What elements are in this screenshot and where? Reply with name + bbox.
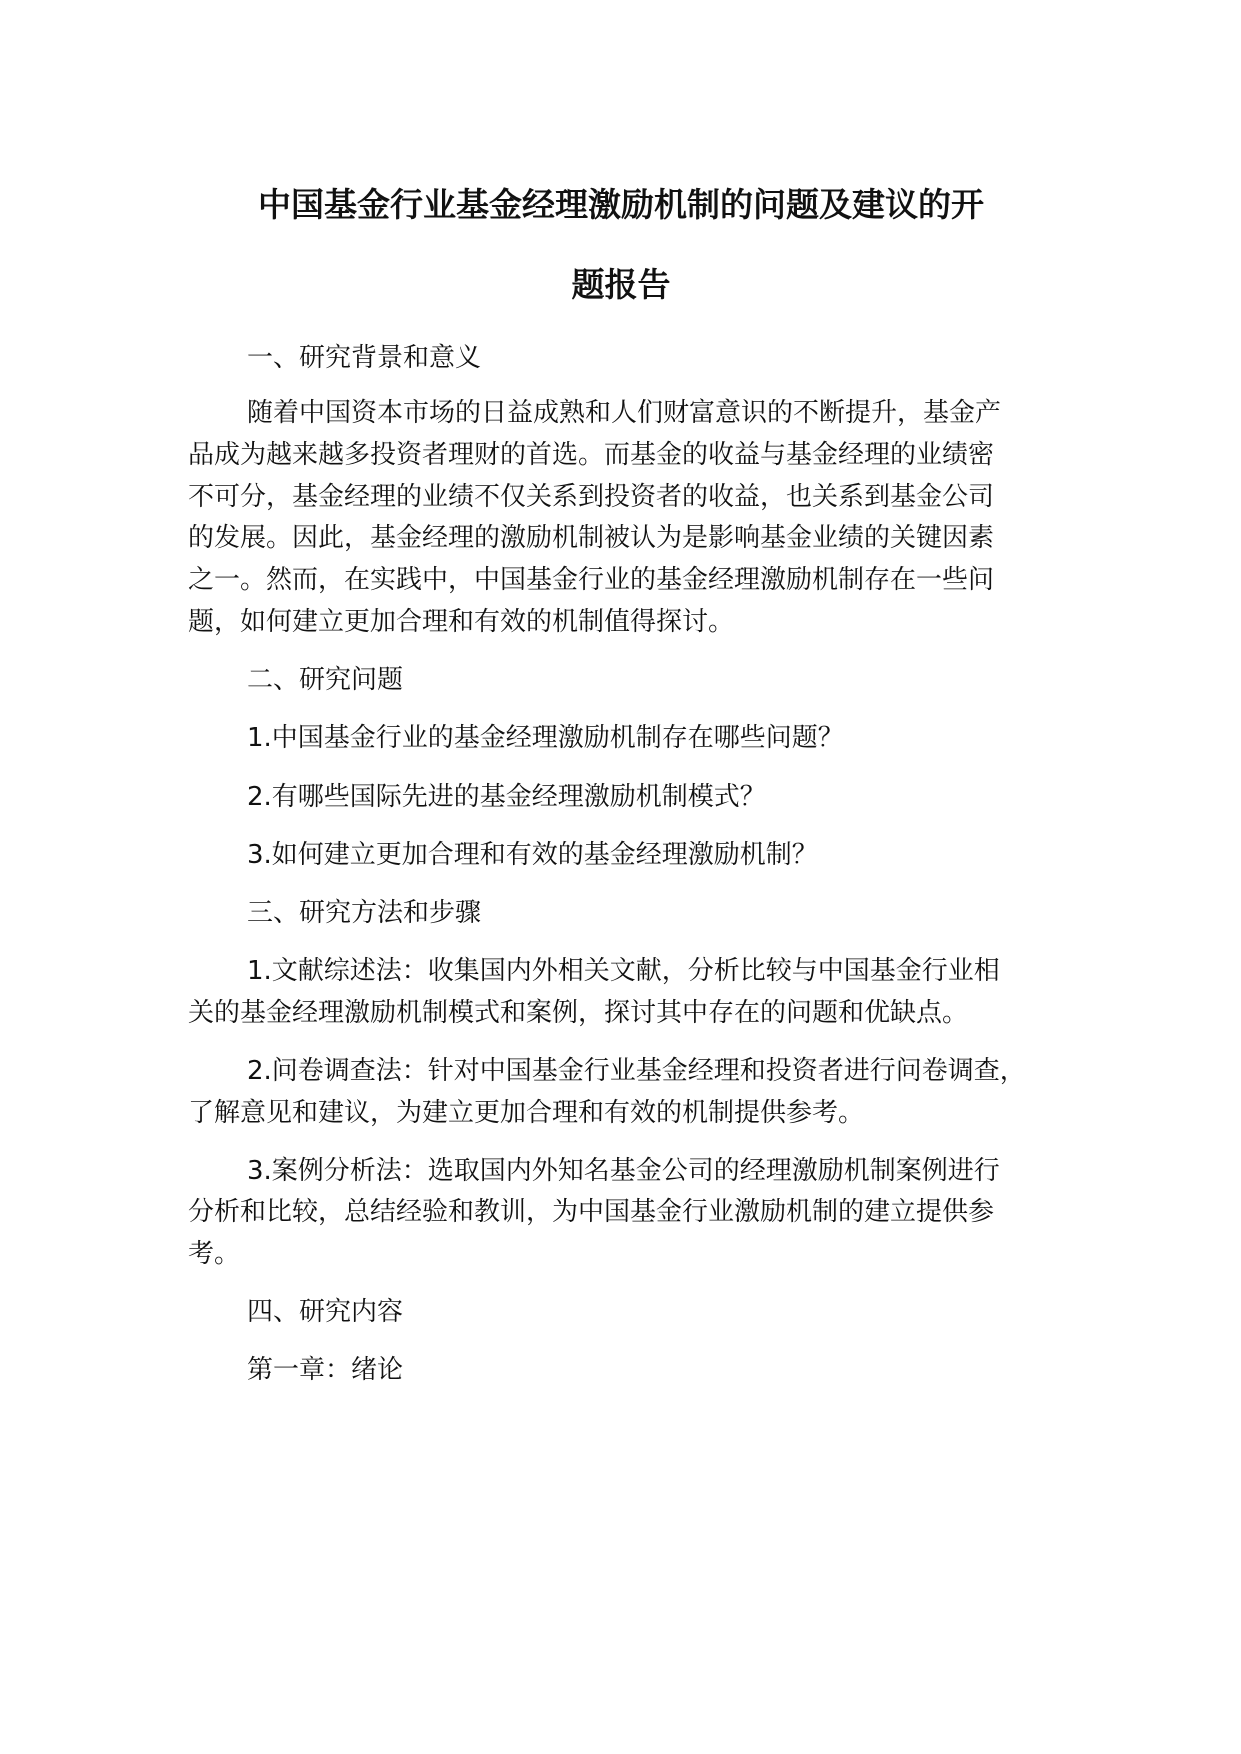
method-literature-line: 1.文献综述法：收集国内外相关文献，分析比较与中国基金行业相 — [247, 956, 1000, 986]
research-question-3: 3.如何建立更加合理和有效的基金经理激励机制？ — [247, 840, 818, 870]
research-question-1: 1.中国基金行业的基金经理激励机制存在哪些问题？ — [247, 723, 844, 753]
section-heading-background: 一、研究背景和意义 — [247, 343, 482, 373]
document-title-line-1: 中国基金行业基金经理激励机制的问题及建议的开 — [258, 185, 984, 224]
background-paragraph-line: 之一。然而，在实践中，中国基金行业的基金经理激励机制存在一些问 — [188, 565, 995, 595]
section-heading-questions: 二、研究问题 — [247, 665, 404, 695]
method-literature-line: 关的基金经理激励机制模式和案例，探讨其中存在的问题和优缺点。 — [188, 998, 969, 1028]
background-paragraph-line: 题，如何建立更加合理和有效的机制值得探讨。 — [188, 607, 735, 637]
method-survey-line: 了解意见和建议，为建立更加合理和有效的机制提供参考。 — [188, 1098, 865, 1128]
method-case-line: 考。 — [188, 1239, 241, 1269]
method-case-line: 分析和比较，总结经验和教训，为中国基金行业激励机制的建立提供参 — [188, 1197, 995, 1227]
background-paragraph-line: 随着中国资本市场的日益成熟和人们财富意识的不断提升，基金产 — [247, 398, 1002, 428]
background-paragraph-line: 不可分，基金经理的业绩不仅关系到投资者的收益，也关系到基金公司 — [188, 482, 995, 512]
method-case-line: 3.案例分析法：选取国内外知名基金公司的经理激励机制案例进行 — [247, 1156, 1000, 1186]
chapter-1-heading: 第一章：绪论 — [247, 1355, 404, 1385]
document-title-line-2: 题报告 — [571, 265, 671, 304]
background-paragraph-line: 品成为越来越多投资者理财的首选。而基金的收益与基金经理的业绩密 — [188, 440, 995, 470]
method-survey-line: 2.问卷调查法：针对中国基金行业基金经理和投资者进行问卷调查， — [247, 1056, 1026, 1086]
research-question-2: 2.有哪些国际先进的基金经理激励机制模式？ — [247, 782, 766, 812]
section-heading-content: 四、研究内容 — [247, 1297, 404, 1327]
section-heading-methods: 三、研究方法和步骤 — [247, 898, 482, 928]
background-paragraph-line: 的发展。因此，基金经理的激励机制被认为是影响基金业绩的关键因素 — [188, 523, 995, 553]
